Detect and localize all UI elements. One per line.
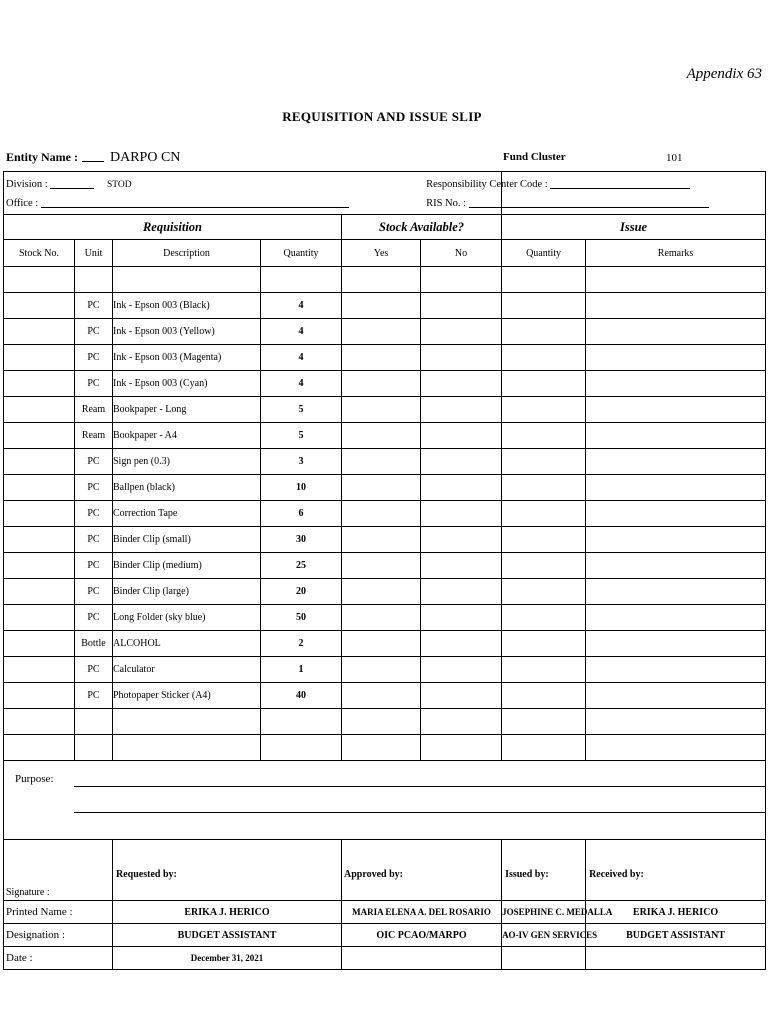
yes-cell[interactable] <box>342 475 421 501</box>
yes-cell[interactable] <box>342 683 421 709</box>
division-value: STOD <box>106 180 132 190</box>
table-row <box>4 371 766 397</box>
issue-quantity-cell[interactable] <box>502 683 586 709</box>
quantity-cell <box>261 709 342 735</box>
requisition-form-table <box>3 171 766 970</box>
yes-cell[interactable] <box>342 501 421 527</box>
remarks-cell[interactable] <box>586 267 766 293</box>
description-cell: Binder Clip (large) <box>113 579 261 605</box>
quantity-cell: 40 <box>261 683 342 709</box>
quantity-cell: 4 <box>261 345 342 371</box>
description-cell: Ink - Epson 003 (Magenta) <box>113 345 261 371</box>
signature-row <box>4 840 766 901</box>
designation-row <box>4 924 766 947</box>
purpose-cell <box>4 761 766 840</box>
remarks-cell[interactable] <box>586 579 766 605</box>
table-row <box>4 683 766 709</box>
office-label: Office : <box>6 198 39 209</box>
issue-quantity-cell[interactable] <box>502 293 586 319</box>
no-cell[interactable] <box>421 579 502 605</box>
quantity-cell: 2 <box>261 631 342 657</box>
ris-label: RIS No. : <box>426 198 467 209</box>
table-row <box>4 397 766 423</box>
unit-cell <box>75 709 113 735</box>
issue-quantity-cell[interactable] <box>502 475 586 501</box>
purpose-row <box>4 761 766 840</box>
purpose-label: Purpose: <box>15 773 54 785</box>
col-quantity: Quantity <box>261 240 342 267</box>
yes-cell[interactable] <box>342 267 421 293</box>
rcc-label: Responsibility Center Code : <box>426 179 548 190</box>
description-cell: Binder Clip (small) <box>113 527 261 553</box>
yes-cell[interactable] <box>342 527 421 553</box>
issue-quantity-cell[interactable] <box>502 735 586 761</box>
quantity-cell: 6 <box>261 501 342 527</box>
yes-cell[interactable] <box>342 657 421 683</box>
no-cell[interactable] <box>421 735 502 761</box>
issue-quantity-cell[interactable] <box>502 527 586 553</box>
issued-by-designation: AO-IV GEN SERVICES <box>502 924 586 947</box>
description-cell: Bookpaper - Long <box>113 397 261 423</box>
remarks-cell[interactable] <box>586 345 766 371</box>
approved-by-label: Approved by: <box>342 840 502 901</box>
issue-quantity-cell[interactable] <box>502 267 586 293</box>
stock-no-cell[interactable] <box>4 631 75 657</box>
table-row <box>4 579 766 605</box>
col-remarks: Remarks <box>586 240 766 267</box>
unit-cell: PC <box>75 475 113 501</box>
description-cell: Bookpaper - A4 <box>113 423 261 449</box>
rcc-ris-cell <box>426 172 766 215</box>
remarks-cell[interactable] <box>586 631 766 657</box>
section-issue: Issue <box>502 215 766 240</box>
table-row <box>4 709 766 735</box>
entity-name <box>6 150 180 166</box>
quantity-cell: 5 <box>261 423 342 449</box>
description-cell: Ink - Epson 003 (Black) <box>113 293 261 319</box>
unit-cell: PC <box>75 371 113 397</box>
issue-quantity-cell[interactable] <box>502 423 586 449</box>
table-row <box>4 553 766 579</box>
stock-no-cell[interactable] <box>4 371 75 397</box>
stock-no-cell[interactable] <box>4 397 75 423</box>
description-cell: Correction Tape <box>113 501 261 527</box>
table-row <box>4 267 766 293</box>
remarks-cell[interactable] <box>586 605 766 631</box>
division-label: Division : <box>6 179 48 190</box>
approved-by-designation: OIC PCAO/MARPO <box>342 924 502 947</box>
remarks-cell[interactable] <box>586 657 766 683</box>
stock-no-cell[interactable] <box>4 345 75 371</box>
yes-cell[interactable] <box>342 579 421 605</box>
printed-name-label: Printed Name : <box>4 901 113 924</box>
issue-quantity-cell[interactable] <box>502 605 586 631</box>
remarks-cell[interactable] <box>586 553 766 579</box>
ris-underline[interactable] <box>469 207 709 208</box>
no-cell[interactable] <box>421 345 502 371</box>
table-row <box>4 735 766 761</box>
yes-cell[interactable] <box>342 709 421 735</box>
no-cell[interactable] <box>421 683 502 709</box>
table-row <box>4 527 766 553</box>
quantity-cell: 10 <box>261 475 342 501</box>
entity-name-value: DARPO CN <box>110 150 181 165</box>
yes-cell[interactable] <box>342 345 421 371</box>
issued-by-label: Issued by: <box>502 840 586 901</box>
yes-cell[interactable] <box>342 553 421 579</box>
section-stock-available: Stock Available? <box>342 215 502 240</box>
description-cell <box>113 709 261 735</box>
issue-quantity-cell[interactable] <box>502 657 586 683</box>
table-row <box>4 293 766 319</box>
issue-quantity-cell[interactable] <box>502 501 586 527</box>
issue-quantity-cell[interactable] <box>502 553 586 579</box>
table-row <box>4 501 766 527</box>
remarks-cell[interactable] <box>586 371 766 397</box>
approved-by-name: MARIA ELENA A. DEL ROSARIO <box>342 901 502 924</box>
issue-quantity-cell[interactable] <box>502 319 586 345</box>
description-cell: Sign pen (0.3) <box>113 449 261 475</box>
remarks-cell[interactable] <box>586 683 766 709</box>
stock-no-cell[interactable] <box>4 449 75 475</box>
yes-cell[interactable] <box>342 293 421 319</box>
issue-quantity-cell[interactable] <box>502 397 586 423</box>
remarks-cell[interactable] <box>586 449 766 475</box>
issue-quantity-cell[interactable] <box>502 345 586 371</box>
quantity-cell: 25 <box>261 553 342 579</box>
stock-no-cell[interactable] <box>4 527 75 553</box>
table-row <box>4 345 766 371</box>
table-row <box>4 657 766 683</box>
fund-cluster-label: Fund Cluster <box>503 151 566 163</box>
date-label: Date : <box>4 947 113 970</box>
description-cell: Long Folder (sky blue) <box>113 605 261 631</box>
rcc-field <box>426 179 690 190</box>
fund-cluster-value: 101 <box>666 152 683 164</box>
remarks-cell[interactable] <box>586 397 766 423</box>
issue-quantity-cell[interactable] <box>502 709 586 735</box>
yes-cell[interactable] <box>342 319 421 345</box>
appendix-label: Appendix 63 <box>686 66 762 82</box>
no-cell[interactable] <box>421 371 502 397</box>
division-underline <box>50 188 94 189</box>
col-yes: Yes <box>342 240 421 267</box>
stock-no-cell[interactable] <box>4 475 75 501</box>
office-field <box>6 198 349 209</box>
no-cell[interactable] <box>421 553 502 579</box>
description-cell: ALCOHOL <box>113 631 261 657</box>
unit-cell: PC <box>75 683 113 709</box>
stock-no-cell[interactable] <box>4 709 75 735</box>
description-cell: Binder Clip (medium) <box>113 553 261 579</box>
no-cell[interactable] <box>421 449 502 475</box>
quantity-cell <box>261 735 342 761</box>
unit-cell <box>75 267 113 293</box>
date-row <box>4 947 766 970</box>
no-cell[interactable] <box>421 527 502 553</box>
stock-no-cell[interactable] <box>4 579 75 605</box>
entity-name-underline <box>82 161 104 162</box>
remarks-cell[interactable] <box>586 709 766 735</box>
signature-label: Signature : <box>4 840 113 901</box>
yes-cell[interactable] <box>342 735 421 761</box>
quantity-cell: 1 <box>261 657 342 683</box>
quantity-cell: 4 <box>261 293 342 319</box>
unit-cell <box>75 735 113 761</box>
office-underline[interactable] <box>41 207 349 208</box>
quantity-cell: 20 <box>261 579 342 605</box>
issue-quantity-cell[interactable] <box>502 449 586 475</box>
remarks-cell[interactable] <box>586 319 766 345</box>
requested-by-designation: BUDGET ASSISTANT <box>113 924 342 947</box>
printed-name-row <box>4 901 766 924</box>
quantity-cell <box>261 267 342 293</box>
quantity-cell: 4 <box>261 319 342 345</box>
no-cell[interactable] <box>421 501 502 527</box>
requested-by-date: December 31, 2021 <box>113 947 342 970</box>
stock-no-cell[interactable] <box>4 267 75 293</box>
remarks-cell[interactable] <box>586 293 766 319</box>
col-stock-no: Stock No. <box>4 240 75 267</box>
remarks-cell[interactable] <box>586 735 766 761</box>
designation-label: Designation : <box>4 924 113 947</box>
unit-cell: Ream <box>75 423 113 449</box>
unit-cell: PC <box>75 553 113 579</box>
description-cell: Ink - Epson 003 (Yellow) <box>113 319 261 345</box>
yes-cell[interactable] <box>342 423 421 449</box>
no-cell[interactable] <box>421 267 502 293</box>
unit-cell: PC <box>75 449 113 475</box>
table-row <box>4 605 766 631</box>
unit-cell: Bottle <box>75 631 113 657</box>
table-row <box>4 319 766 345</box>
unit-cell: PC <box>75 319 113 345</box>
col-issue-quantity: Quantity <box>502 240 586 267</box>
yes-cell[interactable] <box>342 449 421 475</box>
col-description: Description <box>113 240 261 267</box>
unit-cell: PC <box>75 527 113 553</box>
remarks-cell[interactable] <box>586 527 766 553</box>
purpose-line-2[interactable] <box>74 812 765 813</box>
yes-cell[interactable] <box>342 605 421 631</box>
column-header-row <box>4 240 766 267</box>
stock-no-cell[interactable] <box>4 553 75 579</box>
table-row <box>4 423 766 449</box>
remarks-cell[interactable] <box>586 475 766 501</box>
stock-no-cell[interactable] <box>4 319 75 345</box>
ris-field <box>426 198 709 209</box>
issue-quantity-cell[interactable] <box>502 371 586 397</box>
stock-no-cell[interactable] <box>4 683 75 709</box>
remarks-cell[interactable] <box>586 423 766 449</box>
entity-name-label: Entity Name : <box>6 150 78 164</box>
issued-by-date <box>502 947 586 970</box>
no-cell[interactable] <box>421 631 502 657</box>
received-by-designation: BUDGET ASSISTANT <box>586 924 766 947</box>
unit-cell: PC <box>75 657 113 683</box>
stock-no-cell[interactable] <box>4 293 75 319</box>
quantity-cell: 30 <box>261 527 342 553</box>
no-cell[interactable] <box>421 709 502 735</box>
description-cell: Ballpen (black) <box>113 475 261 501</box>
description-cell: Photopaper Sticker (A4) <box>113 683 261 709</box>
yes-cell[interactable] <box>342 371 421 397</box>
description-cell: Ink - Epson 003 (Cyan) <box>113 371 261 397</box>
yes-cell[interactable] <box>342 397 421 423</box>
table-row <box>4 449 766 475</box>
no-cell[interactable] <box>421 605 502 631</box>
quantity-cell: 50 <box>261 605 342 631</box>
requested-by-label: Requested by: <box>113 840 342 901</box>
no-cell[interactable] <box>421 423 502 449</box>
requested-by-name: ERIKA J. HERICO <box>113 901 342 924</box>
division-field <box>6 179 132 190</box>
col-no: No <box>421 240 502 267</box>
table-row <box>4 631 766 657</box>
no-cell[interactable] <box>421 657 502 683</box>
issued-by-name: JOSEPHINE C. MEDALLA <box>502 901 586 924</box>
unit-cell: PC <box>75 605 113 631</box>
info-row <box>4 172 766 215</box>
no-cell[interactable] <box>421 293 502 319</box>
issue-quantity-cell[interactable] <box>502 631 586 657</box>
remarks-cell[interactable] <box>586 501 766 527</box>
col-unit: Unit <box>75 240 113 267</box>
quantity-cell: 3 <box>261 449 342 475</box>
unit-cell: PC <box>75 293 113 319</box>
approved-by-date <box>342 947 502 970</box>
stock-no-cell[interactable] <box>4 735 75 761</box>
stock-no-cell[interactable] <box>4 657 75 683</box>
purpose-line-1[interactable] <box>74 786 765 787</box>
received-by-date <box>586 947 766 970</box>
description-cell <box>113 735 261 761</box>
received-by-label: Received by: <box>586 840 766 901</box>
quantity-cell: 5 <box>261 397 342 423</box>
section-requisition: Requisition <box>4 215 342 240</box>
no-cell[interactable] <box>421 475 502 501</box>
unit-cell: PC <box>75 579 113 605</box>
rcc-underline[interactable] <box>550 188 690 189</box>
quantity-cell: 4 <box>261 371 342 397</box>
unit-cell: PC <box>75 501 113 527</box>
unit-cell: Ream <box>75 397 113 423</box>
received-by-name: ERIKA J. HERICO <box>586 901 766 924</box>
stock-no-cell[interactable] <box>4 605 75 631</box>
yes-cell[interactable] <box>342 631 421 657</box>
section-header-row <box>4 215 766 240</box>
description-cell <box>113 267 261 293</box>
stock-no-cell[interactable] <box>4 501 75 527</box>
form-title: REQUISITION AND ISSUE SLIP <box>282 109 482 124</box>
no-cell[interactable] <box>421 319 502 345</box>
issue-quantity-cell[interactable] <box>502 579 586 605</box>
description-cell: Calculator <box>113 657 261 683</box>
stock-no-cell[interactable] <box>4 423 75 449</box>
unit-cell: PC <box>75 345 113 371</box>
no-cell[interactable] <box>421 397 502 423</box>
table-row <box>4 475 766 501</box>
